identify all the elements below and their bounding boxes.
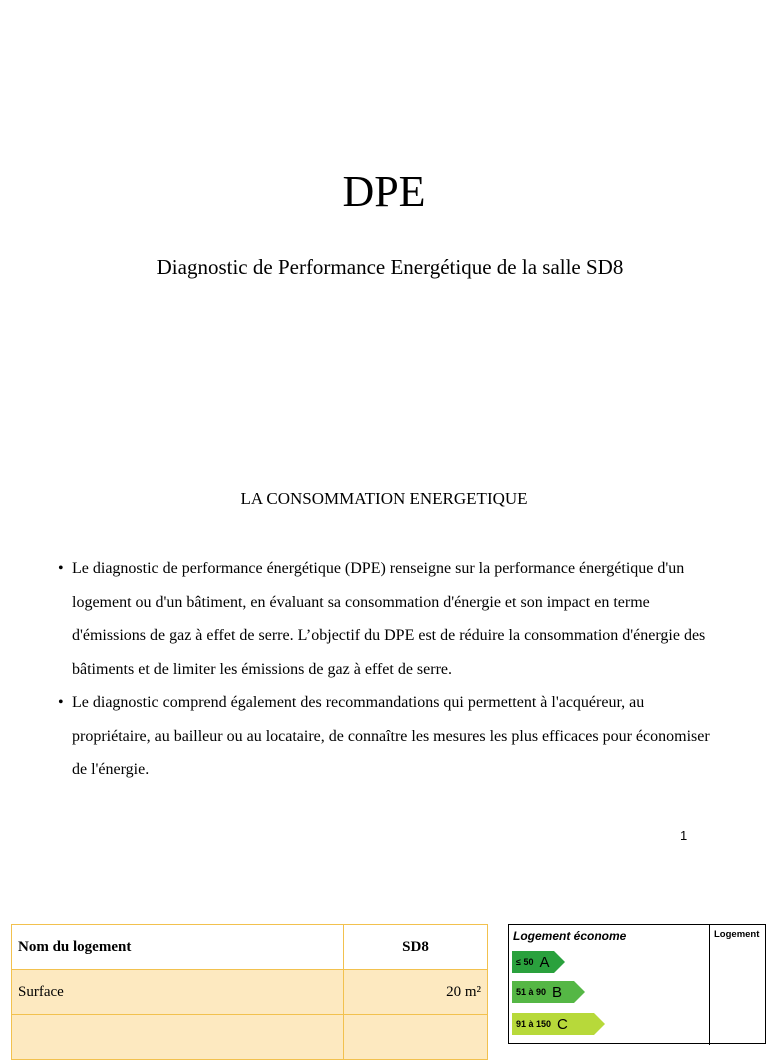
bullet-text: Le diagnostic comprend également des recommandations qui permettent à l'acquéreur, au propriétaire, au bailleur ou au locataire, de connaître les mesures les plus efficaces pour économiser de l'énergie.: [72, 694, 710, 778]
bullet-dot: •: [58, 560, 64, 577]
table-row: [12, 970, 488, 1015]
energy-band-range: 51 à 90: [516, 987, 547, 997]
section-heading: LA CONSOMMATION ENERGETIQUE: [240, 489, 528, 508]
table-cell-label: Nom du logement: [12, 925, 344, 970]
table-cell-value: [344, 1015, 488, 1060]
energy-label-column-title: Logement: [714, 929, 760, 940]
table-cell-value: 20 m²: [344, 970, 488, 1015]
energy-band-letter: B: [552, 983, 563, 1001]
energy-band-b: [512, 981, 574, 1003]
slide-title: DPE: [342, 167, 426, 216]
bullet-dot: •: [58, 694, 64, 711]
bullet-item: [58, 552, 718, 686]
energy-label-title: Logement économe: [513, 929, 627, 943]
bullet-list: [58, 552, 718, 787]
energy-label-divider: [709, 925, 710, 1045]
slide-subtitle: Diagnostic de Performance Energétique de la salle SD8: [156, 255, 624, 279]
table-row: [12, 1015, 488, 1060]
energy-band-range: ≤ 50: [516, 957, 534, 967]
energy-band-letter: A: [539, 953, 550, 971]
bullet-text: Le diagnostic de performance énergétique (DPE) renseigne sur la performance énergétique d'un logement ou d'un bâtiment, en évaluant sa consommation d'énergie et son impact en terme d'émissions de gaz à effet de serre. L’objectif du DPE est de réduire la consommation d'énergie des bâtiments et de limiter les émissions de gaz à effet de serre.: [72, 560, 706, 678]
energy-band-range: 91 à 150: [516, 1019, 552, 1029]
page-number: 1: [680, 828, 688, 843]
bullet-item: [58, 686, 718, 787]
energy-label: [508, 924, 766, 1044]
energy-band-a: [512, 951, 554, 973]
table-cell-label: [12, 1015, 344, 1060]
housing-info-table: [11, 924, 488, 1060]
table-cell-value: SD8: [344, 925, 488, 970]
table-cell-label: Surface: [12, 970, 344, 1015]
energy-band-c: [512, 1013, 594, 1035]
energy-band-letter: C: [557, 1015, 568, 1033]
table-header-row: [12, 925, 488, 970]
